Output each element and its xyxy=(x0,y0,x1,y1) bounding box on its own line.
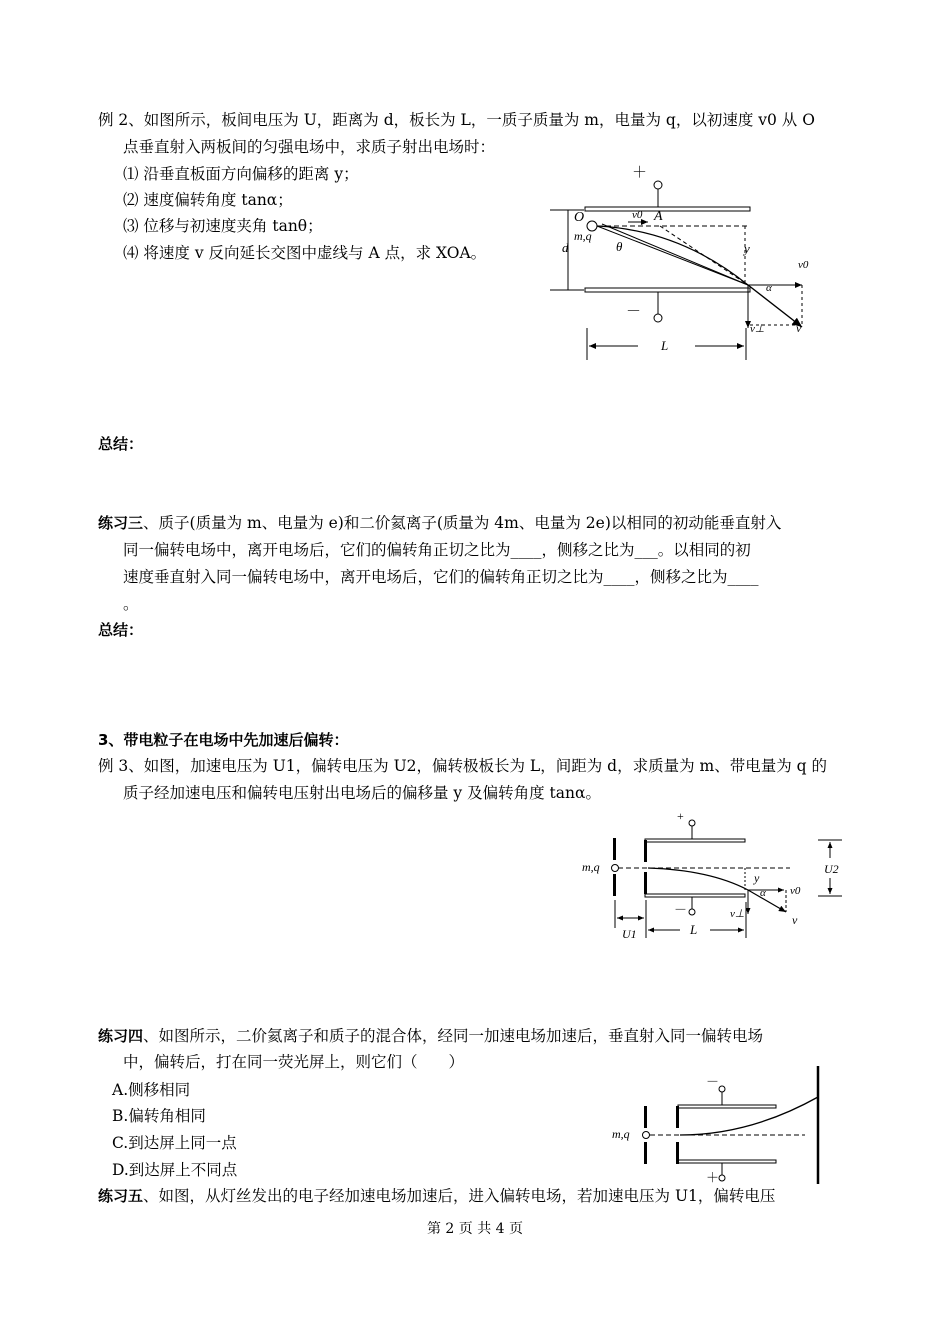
exercise3-line2: 同一偏转电场中，离开电场后，它们的偏转角正切之比为____，侧移之比为___。以相同的初 xyxy=(123,541,751,559)
exercise5-text1: 、如图，从灯丝发出的电子经加速电场加速后，进入偏转电场，若加速电压为 U1，偏转电压 xyxy=(143,1187,776,1205)
exercise5-line1 xyxy=(98,1186,775,1206)
label-alpha: α xyxy=(766,282,772,294)
exercise3-text1: 、质子(质量为 m、电量为 e)和二价氦离子(质量为 4m、电量为 2e)以相同的初动能垂直射入 xyxy=(143,514,782,532)
fig2-label-alpha: α xyxy=(760,887,766,899)
example2-question1: ⑴ 沿垂直板面方向偏移的距离 y； xyxy=(123,165,359,183)
exercise3-line4: 。 xyxy=(123,595,139,613)
fig2-label-y: y xyxy=(754,871,760,885)
exercise4-option-c: C.到达屏上同一点 xyxy=(112,1134,237,1152)
label-v0-out: v0 xyxy=(798,259,809,271)
label-vperp: v⊥ xyxy=(750,323,765,335)
label-v: v xyxy=(796,321,802,335)
plus-sign: ＋ xyxy=(632,165,648,181)
exercise4-line1 xyxy=(98,1026,763,1046)
fig2-label-vperp: v⊥ xyxy=(730,908,745,920)
fig3-plus: ＋ xyxy=(706,1170,720,1185)
summary-heading-1: 总结： xyxy=(98,435,144,453)
section3-heading: 3、带电粒子在电场中先加速后偏转： xyxy=(98,731,349,749)
exercise3-line1 xyxy=(98,513,781,533)
fig2-label-mq: m,q xyxy=(582,860,600,874)
exercise4-option-b: B.偏转角相同 xyxy=(112,1107,206,1125)
example2-question3: ⑶ 位移与初速度夹角 tanθ； xyxy=(123,217,323,235)
deflection-figure xyxy=(540,160,830,360)
fig2-minus: － xyxy=(674,902,688,917)
label-d: d xyxy=(562,240,569,255)
fig3-label-mq: m,q xyxy=(612,1127,630,1141)
label-theta: θ xyxy=(616,239,623,254)
fig2-plus: + xyxy=(677,809,684,823)
minus-sign: － xyxy=(626,304,642,320)
screen-figure xyxy=(610,1062,830,1187)
example3-line1: 例 3、如图，加速电压为 U1，偏转电压为 U2，偏转极板长为 L，间距为 d，求质量为 m、带电量为 q 的 xyxy=(98,757,827,775)
label-L: L xyxy=(661,338,669,353)
exercise4-text1: 、如图所示，二价氦离子和质子的混合体，经同一加速电场加速后，垂直射入同一偏转电场 xyxy=(143,1027,764,1045)
exercise3-line3: 速度垂直射入同一偏转电场中，离开电场后，它们的偏转角正切之比为____，侧移之比为____ xyxy=(123,568,759,586)
example2-question4: ⑷ 将速度 v 反向延长交图中虚线与 A 点，求 XOA。 xyxy=(123,244,487,262)
accelerate-deflect-figure xyxy=(580,810,860,950)
label-O: O xyxy=(574,210,585,225)
label-v0-in: v0 xyxy=(632,209,643,221)
exercise4-option-d: D.到达屏上不同点 xyxy=(112,1161,238,1179)
fig2-label-v0: v0 xyxy=(790,885,801,897)
fig2-label-U1: U1 xyxy=(622,927,637,941)
example2-question2: ⑵ 速度偏转角度 tanα； xyxy=(123,191,293,209)
exercise4-label: 练习四 xyxy=(98,1027,144,1045)
fig3-minus: － xyxy=(706,1074,720,1089)
summary-heading-2: 总结： xyxy=(98,621,144,639)
exercise4-line2: 中，偏转后，打在同一荧光屏上，则它们（ ） xyxy=(123,1053,465,1071)
example2-line1: 例 2、如图所示，板间电压为 U，距离为 d，板长为 L，一质子质量为 m，电量为 q，以初速度 v0 从 O xyxy=(98,111,815,129)
exercise4-option-a: A.侧移相同 xyxy=(112,1081,191,1099)
page-footer: 第 2 页 共 4 页 xyxy=(426,1221,524,1237)
example2-line2: 点垂直射入两板间的匀强电场中，求质子射出电场时： xyxy=(123,138,496,156)
label-mq: m,q xyxy=(574,229,592,243)
example3-line2: 质子经加速电压和偏转电压射出电场后的偏移量 y 及偏转角度 tanα。 xyxy=(123,784,601,802)
exercise3-label: 练习三 xyxy=(98,514,144,532)
exercise5-label: 练习五 xyxy=(98,1187,144,1205)
label-A: A xyxy=(654,209,663,224)
fig2-label-v: v xyxy=(792,913,798,927)
fig2-label-L: L xyxy=(690,922,698,937)
fig2-label-U2: U2 xyxy=(824,862,839,876)
label-y: y xyxy=(744,241,750,256)
